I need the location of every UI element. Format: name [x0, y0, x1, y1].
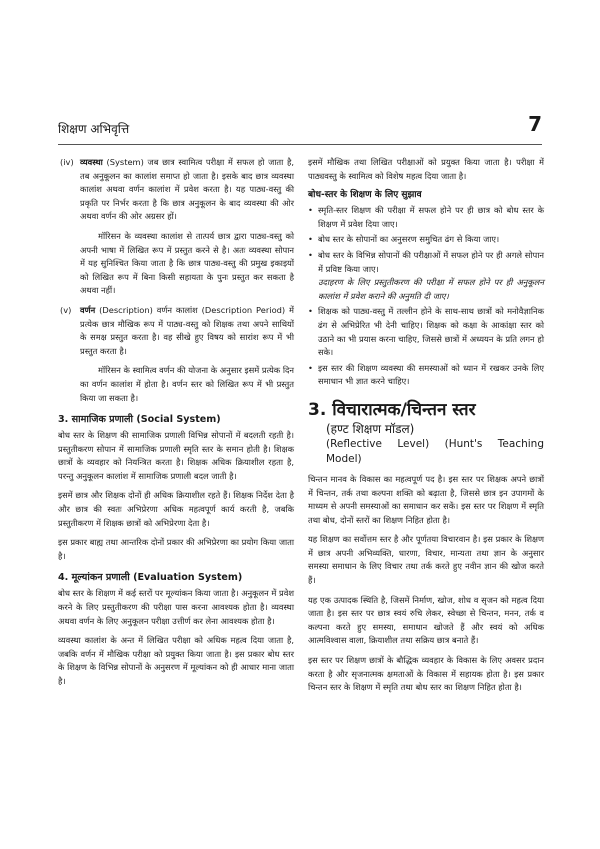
list-item: • इस स्तर की शिक्षण व्यवस्था की समस्याओं को ध्यान में रखकर उनके लिए समाधान भी ज्ञात करने चाहिए। — [308, 362, 544, 389]
item-paragraph-2: मॉरिसन के स्वामित्व वर्णन की योजना के अनुसार इसमें प्रत्येक दिन का वर्णन कालांश में होता है। वर्णन स्तर को लिखित रूप में भी प्रस्तुत किया जा सकता है। — [80, 365, 294, 403]
section-heading-evaluation-system: 4. मूल्यांकन प्रणाली (Evaluation System) — [58, 572, 243, 584]
paragraph: बोध स्तर के शिक्षण में कई स्तरों पर मूल्यांकन किया जाता है। अनुकूलन में प्रवेश करने के लिए प्रस्तुतीकरण की परीक्षा पास करना आवश्यक होता है। व्यवस्था अथवा वर्णन के लिए अनुकूलन परीक्षा उत्तीर्ण कर लेना आवश्यक होता है। — [58, 588, 294, 626]
list-item: • बोध स्तर के सोपानों का अनुसरण समुचित ढंग से किया जाए। — [308, 233, 544, 247]
paragraph: यह एक उत्पादक स्थिति है, जिसमें निर्माण, खोज, शोध व सृजन को महत्व दिया जाता है। इस स्तर पर छात्र स्वयं रुचि लेकर, स्वेच्छा से चिन्तन, मनन, तर्क व कल्पना करते हुए समस्या, समाधान खोजते हैं और स्वयं को अधिक आत्मविश्वास वाला, क्रियाशील तथा सक्रिय छात्र बनाते हैं। — [308, 594, 544, 646]
item-paragraph-2: मॉरिसन के व्यवस्था कालांश से तात्पर्य छात्र द्वारा पाठ्य-वस्तु को अपनी भाषा में लिखित रूप में प्रस्तुत करने से है। अतः व्यवस्था सोपान में यह सुनिश्चित किया जाता है कि छात्र पाठ्य-वस्तु की प्रमुख इकाइयों को लिखित रूप में बिना किसी सहायता के पुनः प्रस्तुत कर सकता है अथवा नहीं। — [80, 230, 294, 296]
item-paragraph — [80, 156, 294, 224]
list-item — [308, 249, 544, 303]
item-term: व्यवस्था — [80, 157, 103, 167]
item-text: (System) जब छात्र स्वामित्व परीक्षा में सफल हो जाता है, तब अनुकूलन का कालांश समाप्त हो जाता है। इसके बाद छात्र व्यवस्था कालांश अथवा वर्णन कालांश में प्रवेश करता है। यह पाठ्य-वस्तु की प्रकृति पर निर्भर करता है कि छात्र अनुकूलन के बाद व्यवस्था की ओर अथवा वर्णन की ओर अग्रसर हों। — [80, 157, 294, 222]
paragraph: इस स्तर पर शिक्षण छात्रों के बौद्धिक व्यवहार के विकास के लिए अवसर प्रदान करता है और सृजनात्मक क्षमताओं के विकास में सहायक होता है। इस प्रकार चिन्तन स्तर के शिक्षण में स्मृति तथा बोध स्तर का शिक्षण निहित होता है। — [308, 655, 544, 693]
right-column — [308, 156, 544, 701]
paragraph: बोध स्तर के शिक्षण की सामाजिक प्रणाली विभिन्न सोपानों में बदलती रहती है। प्रस्तुतीकरण सोपान में सामाजिक प्रणाली स्मृति स्तर के समान होती है। शिक्षक छात्रों के व्यवहार को नियन्त्रित करता है। शिक्षक अधिक क्रियाशील रहता है, परन्तु अनुकूलन कालांश में सामाजिक प्रणाली बदल जाती है। — [58, 430, 294, 481]
left-column — [58, 156, 294, 695]
section-subtitle-hindi: (हण्ट शिक्षण मॉडल) — [326, 421, 415, 436]
list-item-text: बोध स्तर के विभिन्न सोपानों की परीक्षाओं में सफल होने पर ही अगले सोपान में प्रविष्ट किया जाए। — [318, 249, 544, 274]
list-item: • शिक्षक को पाठ्य-वस्तु में तल्लीन होने के साथ-साथ छात्रों को मनोवैज्ञानिक ढंग से अभिप्रेरित भी देनी चाहिए। शिक्षक को कक्षा के आकांक्षा स्तर को उठाने का भी प्रयास करना चाहिए, जिससे छात्रों में अध्ययन के प्रति लगन हो सके। — [308, 305, 544, 359]
item-text: (Description) वर्णन कालांश (Description Period) में प्रत्येक छात्र मौखिक रूप में पाठ्य-वस्तु को शिक्षक तथा अपने साथियों के समक्ष प्रस्तुत करता है। वह सीखे हुए विषय को सारांश रूप में भी प्रस्तुत करता है। — [80, 304, 294, 356]
running-head: शिक्षण अभिवृत्ति — [58, 122, 130, 136]
page-number: 7 — [528, 112, 542, 136]
item-label: (iv) — [60, 157, 74, 167]
suggestions-list — [308, 204, 544, 389]
paragraph: यह शिक्षण का सर्वोत्तम स्तर है और पूर्णतया विचारवान है। इस प्रकार के शिक्षण में छात्र अपनी अभिव्यक्ति, धारणा, विचार, मान्यता तथा ज्ञान के अनुसार समस्या समाधान के लिए विचार तथा तर्क करते हुए नवीन ज्ञान की खोज करते हैं। — [308, 534, 544, 586]
example-text: उदाहरण के लिए प्रस्तुतीकरण की परीक्षा में सफल होने पर ही अनुकूलन कालांश में प्रवेश कराने की अनुमति दी जाए। — [318, 277, 544, 301]
page-header — [58, 112, 542, 145]
paragraph: इसमें छात्र और शिक्षक दोनों ही अधिक क्रियाशील रहते हैं। शिक्षक निर्देश देता है और छात्र की स्वतः अभिप्रेरणा अधिक महत्वपूर्ण कार्य करती है, जबकि प्रस्तुतीकरण में शिक्षक छात्रों को अभिप्रेरणा देता है। — [58, 490, 294, 528]
paragraph: इस प्रकार बाह्य तथा आन्तरिक दोनों प्रकार की अभिप्रेरणा का प्रयोग किया जाता है। — [58, 537, 294, 561]
paragraph: व्यवस्था कालांश के अन्त में लिखित परीक्षा को अधिक महत्व दिया जाता है, जबकि वर्णन में मौखिक परीक्षा को प्रयुक्त किया जाता है। इस प्रकार बोध स्तर के शिक्षण के विभिन्न सोपानों के अनुसरण में मूल्यांकन को ही आधार माना जाता है। — [58, 635, 294, 686]
paragraph: इसमें मौखिक तथा लिखित परीक्षाओं को प्रयुक्त किया जाता है। परीक्षा में पाठ्यवस्तु के स्वामित्व को विशेष महत्व दिया जाता है। — [308, 157, 544, 181]
list-item: • स्मृति-स्तर शिक्षण की परीक्षा में सफल होने पर ही छात्र को बोध स्तर के शिक्षण में प्रवेश दिया जाए। — [308, 204, 544, 231]
suggestions-heading: बोध-स्तर के शिक्षण के लिए सुझाव — [308, 190, 422, 201]
item-system — [58, 156, 294, 298]
paragraph: चिन्तन मानव के विकास का महत्वपूर्ण पद है। इस स्तर पर शिक्षक अपने छात्रों में चिन्तन, तर्क तथा कल्पना शक्ति को बढ़ाता है, जिससे छात्र इन उपागमों के माध्यम से अपनी समस्याओं का समाधान कर सकें। इस स्तर पर शिक्षण में स्मृति तथा बोध, दोनों स्तरों का शिक्षण निहित होता है। — [308, 473, 544, 525]
section-subtitle-english: (Reflective Level) (Hunt's Teaching Model) — [326, 437, 544, 465]
section-heading-social-system: 3. सामाजिक प्रणाली (Social System) — [58, 414, 221, 426]
item-paragraph — [80, 304, 294, 358]
item-description — [58, 304, 294, 405]
section-title-reflective-level: 3. विचारात्मक/चिन्तन स्तर — [308, 399, 476, 420]
item-term: वर्णन — [80, 304, 96, 315]
item-label: (v) — [60, 304, 72, 315]
